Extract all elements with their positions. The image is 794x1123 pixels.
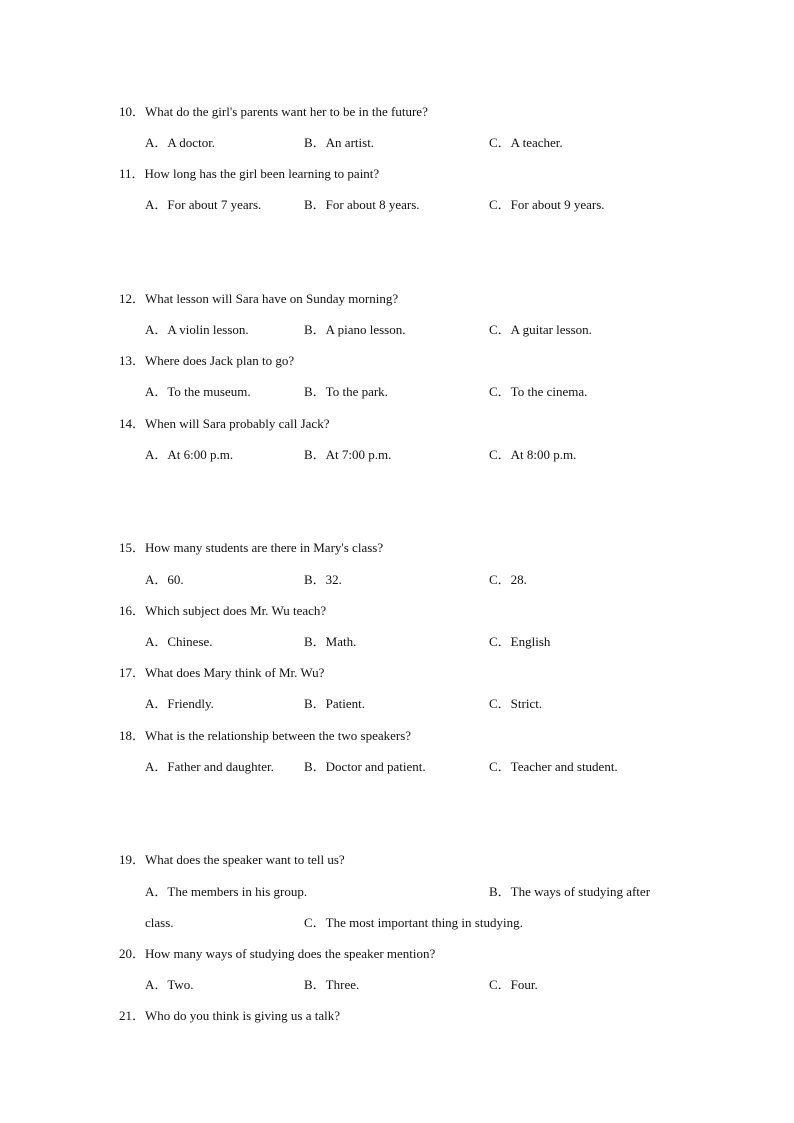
- question-16: [119, 603, 326, 619]
- question-text: Where does Jack plan to go?: [145, 353, 295, 368]
- option-a[interactable]: A．For about 7 years.: [145, 197, 262, 212]
- option-c[interactable]: C．To the cinema.: [489, 384, 588, 399]
- question-number: 16．: [119, 603, 146, 618]
- option-c[interactable]: C．A teacher.: [489, 135, 563, 150]
- option-a[interactable]: A．Chinese.: [145, 634, 213, 649]
- question-text: How long has the girl been learning to paint?: [144, 166, 380, 181]
- question-17: [119, 665, 324, 681]
- option-c[interactable]: C．The most important thing in studying.: [304, 915, 523, 930]
- option-b[interactable]: B．A piano lesson.: [304, 322, 406, 337]
- question-number: 20．: [119, 946, 146, 961]
- question-number: 10．: [119, 104, 146, 119]
- question-text: What is the relationship between the two speakers?: [145, 728, 412, 743]
- question-text: What does Mary think of Mr. Wu?: [145, 665, 325, 680]
- question-number: 18．: [119, 728, 146, 743]
- option-c[interactable]: C．Teacher and student.: [489, 759, 618, 774]
- option-c[interactable]: C．A guitar lesson.: [489, 322, 592, 337]
- option-a[interactable]: A．A violin lesson.: [145, 322, 249, 337]
- option-b[interactable]: B．Doctor and patient.: [304, 759, 426, 774]
- question-20: [119, 946, 435, 962]
- question-text: Which subject does Mr. Wu teach?: [145, 603, 327, 618]
- question-21: [119, 1008, 340, 1024]
- question-11: [119, 166, 379, 182]
- option-b[interactable]: B．Math.: [304, 634, 357, 649]
- question-number: 21．: [119, 1008, 146, 1023]
- option-a[interactable]: A．60.: [145, 572, 184, 587]
- option-a[interactable]: A．At 6:00 p.m.: [145, 447, 234, 462]
- question-15: [119, 540, 383, 556]
- question-12: [119, 291, 398, 307]
- question-13: [119, 353, 294, 369]
- option-b[interactable]: B．An artist.: [304, 135, 375, 150]
- question-number: 13．: [119, 353, 146, 368]
- question-number: 12．: [119, 291, 146, 306]
- option-b[interactable]: B．32.: [304, 572, 342, 587]
- question-10: [119, 104, 428, 120]
- question-text: Who do you think is giving us a talk?: [145, 1008, 340, 1023]
- question-text: How many ways of studying does the speaker mention?: [145, 946, 436, 961]
- question-19: [119, 852, 345, 868]
- question-number: 17．: [119, 665, 146, 680]
- option-a[interactable]: A．Two.: [145, 977, 194, 992]
- option-b[interactable]: B．Patient.: [304, 696, 366, 711]
- question-text: How many students are there in Mary's class?: [145, 540, 384, 555]
- question-text: When will Sara probably call Jack?: [145, 416, 330, 431]
- question-number: 14．: [119, 416, 146, 431]
- question-text: What does the speaker want to tell us?: [145, 852, 345, 867]
- option-a[interactable]: A．To the museum.: [145, 384, 251, 399]
- question-number: 19．: [119, 852, 146, 867]
- option-c[interactable]: C．Four.: [489, 977, 538, 992]
- question-text: What do the girl's parents want her to be in the future?: [145, 104, 428, 119]
- question-14: [119, 416, 329, 432]
- option-c[interactable]: C．English: [489, 634, 551, 649]
- option-b-wrap: class.: [145, 915, 174, 930]
- question-text: What lesson will Sara have on Sunday morning?: [145, 291, 399, 306]
- option-c[interactable]: C．At 8:00 p.m.: [489, 447, 577, 462]
- question-18: [119, 728, 411, 744]
- option-c[interactable]: C．28.: [489, 572, 527, 587]
- option-a[interactable]: A．A doctor.: [145, 135, 216, 150]
- option-c[interactable]: C．For about 9 years.: [489, 197, 605, 212]
- option-b[interactable]: B．For about 8 years.: [304, 197, 420, 212]
- question-number: 15．: [119, 540, 146, 555]
- option-b[interactable]: B．The ways of studying after: [489, 884, 651, 899]
- option-a[interactable]: A．Friendly.: [145, 696, 214, 711]
- option-b[interactable]: B．At 7:00 p.m.: [304, 447, 392, 462]
- option-b[interactable]: B．Three.: [304, 977, 360, 992]
- option-a[interactable]: A．The members in his group.: [145, 884, 308, 899]
- option-c[interactable]: C．Strict.: [489, 696, 543, 711]
- question-number: 11．: [119, 166, 145, 181]
- option-a[interactable]: A．Father and daughter.: [145, 759, 274, 774]
- option-b[interactable]: B．To the park.: [304, 384, 388, 399]
